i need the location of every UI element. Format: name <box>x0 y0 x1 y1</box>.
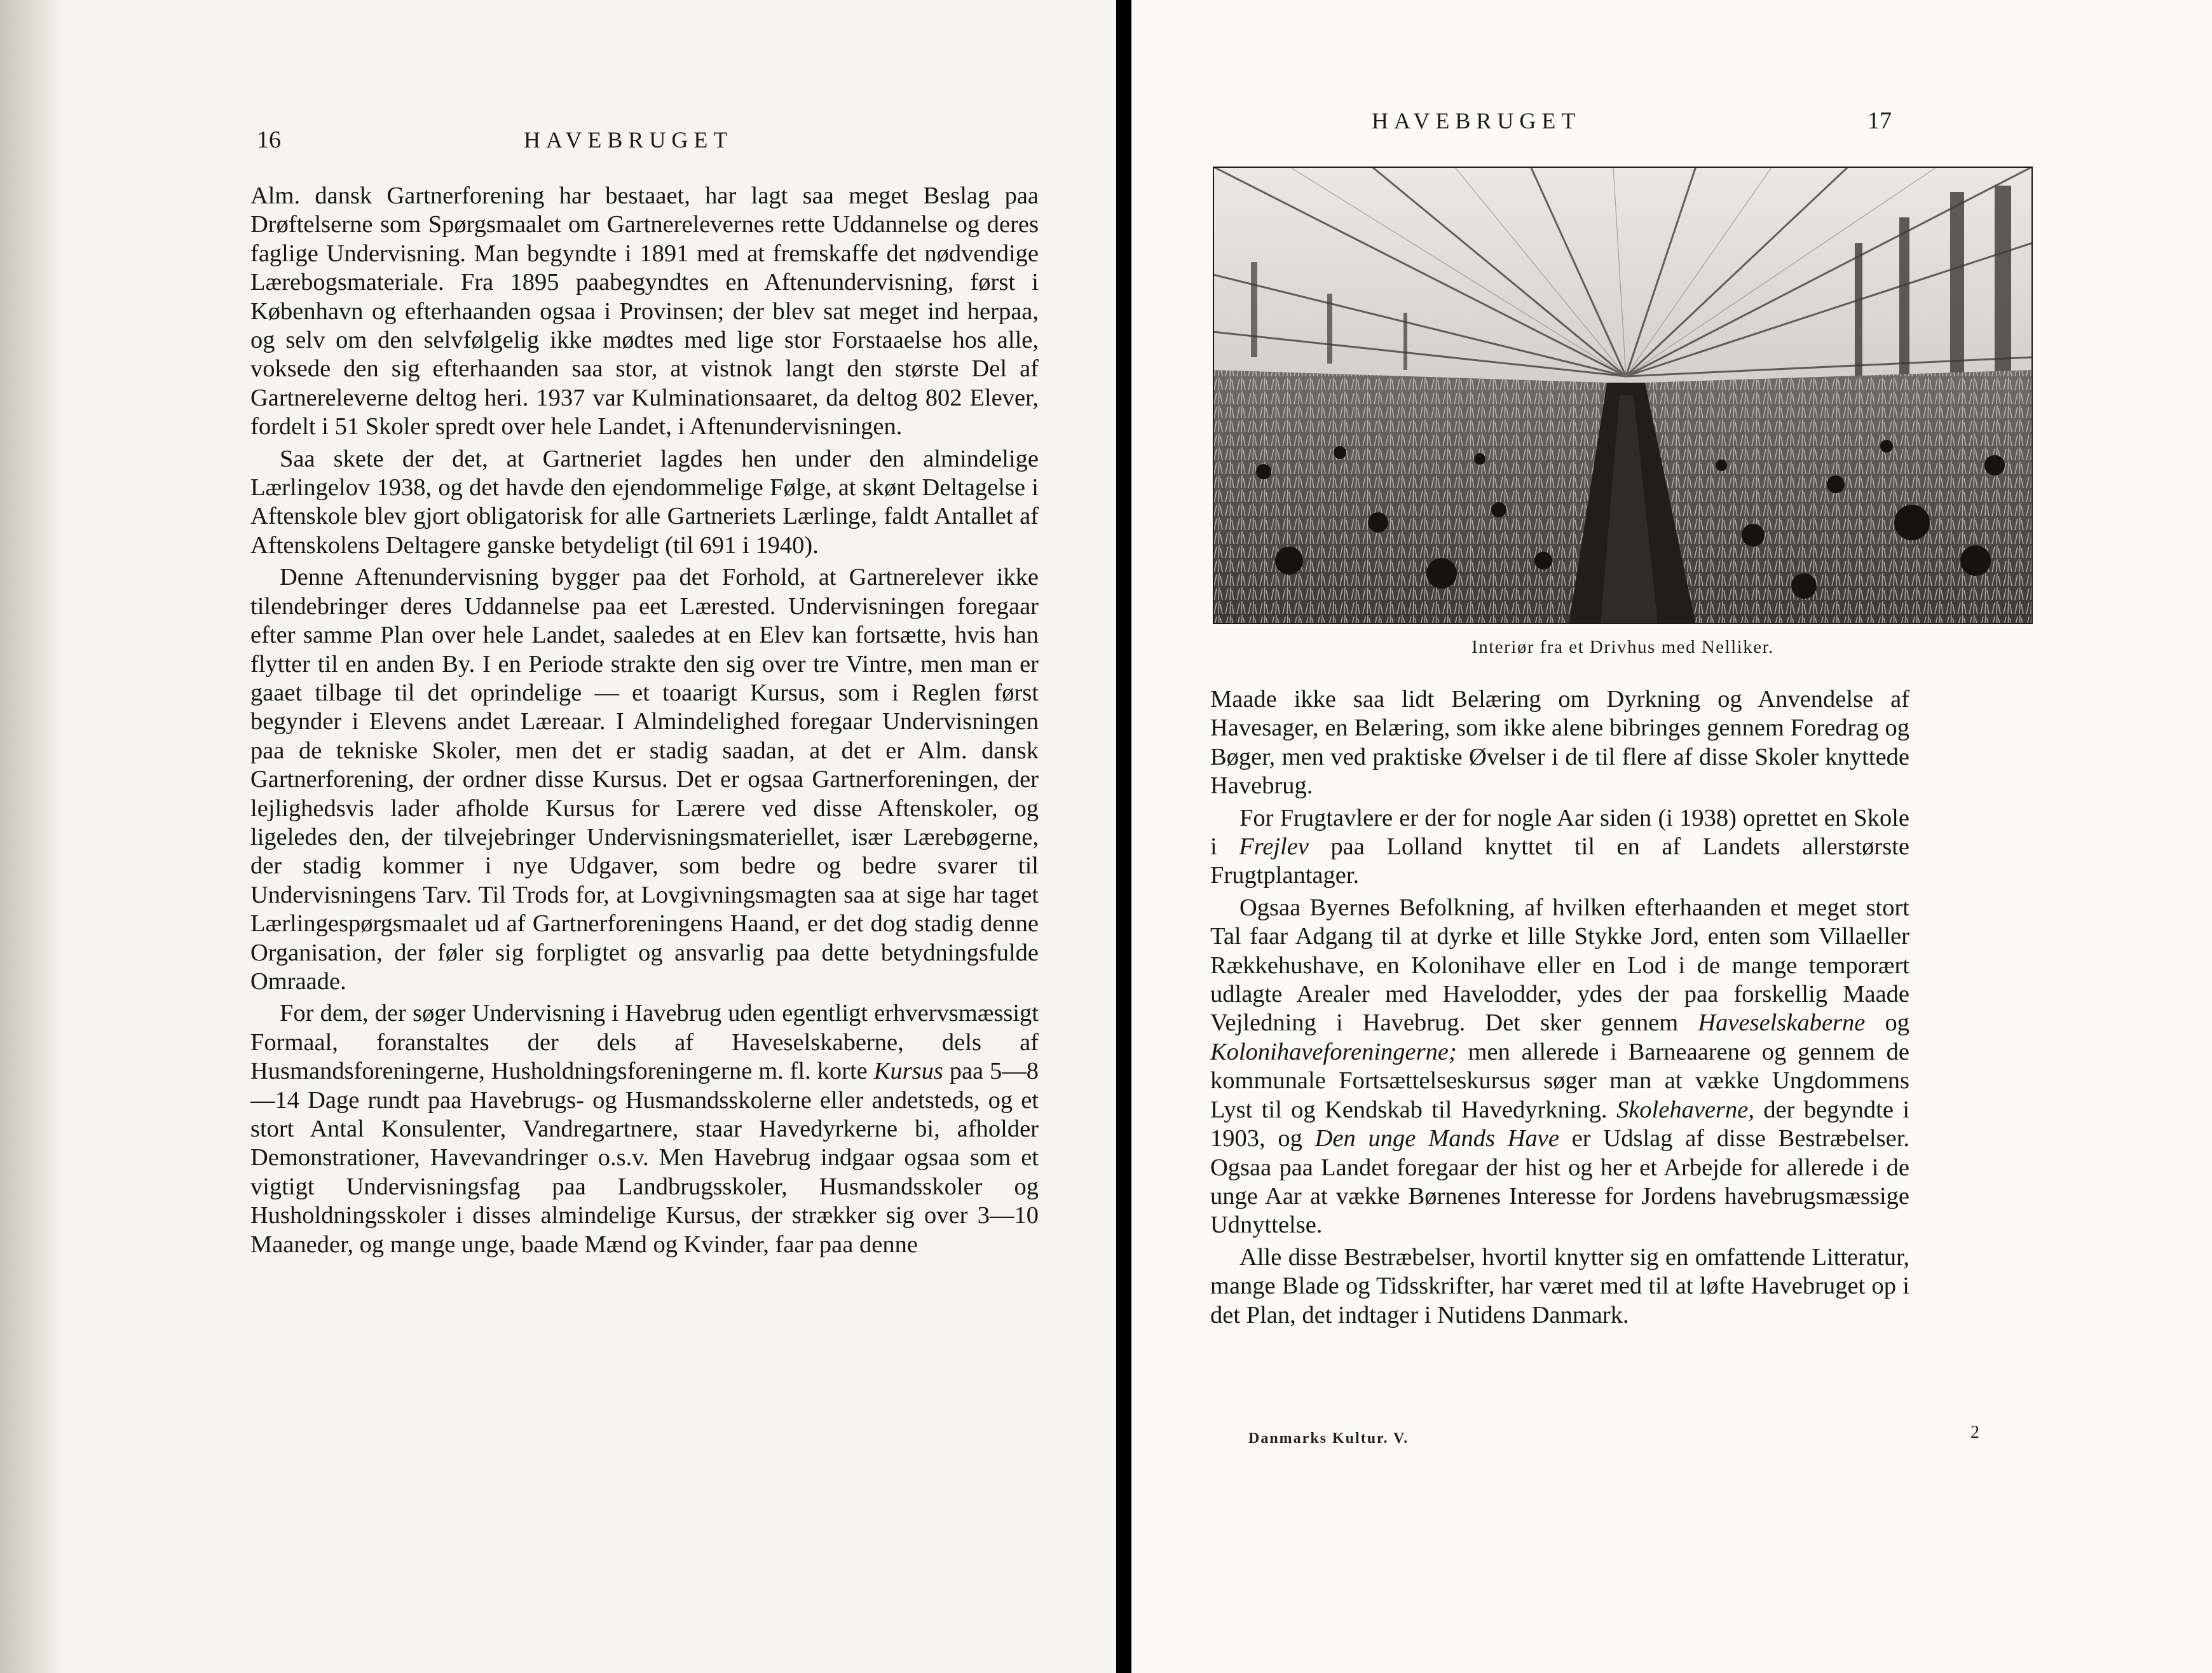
text-run: er Udslag af disse Bestræbelser. Ogsaa paa Landet foregaar der hist og her et Arbejde for allerede i de unge Aar at vække Børnenes Interesse for Jordens havebrugsmæssige Udnyttelse. <box>1210 1125 1910 1239</box>
paragraph: Alm. dansk Gartnerforening har bestaaet, har lagt saa meget Beslag paa Drøftelserne som Spørgsmaalet om Gartnerelevernes rette Uddannelse og deres faglige Undervisning. Man begyndte i 1891 med at fremskaffe det nødvendige Lærebogsmateriale. Fra 1895 paabegyndtes en Aftenundervisning, først i København og efterhaanden ogsaa i Provinsen; der blev sat meget ind herpaa, og selv om den selvfølgelig ikke mødtes med lige stor Forstaaelse hos alle, voksede den sig efterhaanden saa stor, at vistnok langt den største Del af Gartnereleverne deltog heri. 1937 var Kulminationsaaret, da deltog 802 Elever, fordelt i 51 Skoler spredt over hele Landet, i Aftenundervisningen. <box>250 182 1039 440</box>
right-body-text <box>1210 685 1909 1330</box>
italic-term: Kolonihaveforeningerne; <box>1210 1038 1457 1065</box>
right-running-head: HAVEBRUGET <box>1372 108 1581 133</box>
italic-place-name: Frejlev <box>1239 833 1309 861</box>
paragraph: Saa skete der det, at Gartneriet lagdes hen under den almindelige Lærlingelov 1938, og det havde den ejendommelige Følge, at skønt Deltagelse i Aftenskole blev gjort obligatorisk for alle Gartneriets Lærlinge, faldt Antallet af Aftenskolens Deltagere ganske betydeligt (til 691 i 1940). <box>250 445 1039 559</box>
text-run: og <box>1885 1009 1909 1037</box>
footer-imprint: Danmarks Kultur. V. <box>1248 1430 1409 1447</box>
text-run: men allerede i Barneaarene og gennem de kommunale Fortsættelseskursus søger man at vække Ungdommens Lyst til og Kendskab til Havedyrkning. <box>1210 1038 1910 1123</box>
text-run: For Frugtavlere er der for nogle Aar siden (i 1938) oprettet en Skole i <box>1210 804 1909 861</box>
paragraph: Denne Aftenundervisning bygger paa det Forhold, at Gartnerelever ikke tilendebringer deres Uddannelse paa eet Lærested. Undervisningen foregaar efter samme Plan over hele Landet, saaledes at en Elev kan fortsætte, hvis han flytter til en anden By. I en Periode strakte den sig over tre Vintre, men man er gaaet tilbage til det oprindelige — et toaarigt Kursus, som i Reglen først begynder i Elevens andet Læreaar. I Almindelighed foregaar Undervisningen paa de tekniske Skoler, men det er stadig saadan, at det er Alm. dansk Gartnerforening, der ordner disse Kursus. Det er ogsaa Gartnerforeningen, der lejlighedsvis lader afholde Kursus for Lærere ved disse Aftenskoler, og ligeledes den, der tilvejebringer Undervisningsmateriellet, især Lærebøgerne, der stadig kommer i nye Udgaver, som bedre og bedre svarer til Undervisningens Tarv. Til Trods for, at Lovgivningsmagten saa at sige har taget Lærlingespørgsmaalet ud af Gartnerforeningens Haand, er det dog stadig denne Organisation, der føler sig forpligtet og ansvarlig paa dette betydningsfulde Omraade. <box>250 564 1039 995</box>
left-body-text <box>250 182 1039 1259</box>
right-page-number: 17 <box>1867 107 1892 134</box>
left-page-header <box>257 121 1039 159</box>
paragraph <box>1210 894 1909 1240</box>
book-gutter <box>1116 0 1131 1673</box>
italic-term: Kursus <box>873 1058 943 1085</box>
left-running-head: HAVEBRUGET <box>524 127 734 153</box>
text-run: For dem, der søger Undervisning i Havebrug uden egentligt erhvervsmæssigt Formaal, foranstaltes der dels af Haveselskaberne, dels af Husmandsforeningerne, Husholdningsforeningerne m. fl. korte <box>250 1000 1039 1085</box>
text-run: paa Lolland knyttet til en af Landets allerstørste Frugtplantager. <box>1210 833 1909 889</box>
greenhouse-interior-image <box>1213 167 2033 624</box>
right-page-header <box>1205 102 1892 140</box>
text-run: Ogsaa Byernes Befolkning, af hvilken efterhaanden et meget stort Tal faar Adgang til at dyrke et lille Stykke Jord, enten som Villaeller Rækkehushave, en Kolonihave eller en Lod i de mange temporært udlagte Arealer med Havelodder, ydes der paa forskellig Maade Vejledning i Havebrug. Det sker gennem <box>1210 894 1909 1037</box>
italic-term: Den unge Mands Have <box>1314 1125 1559 1152</box>
text-run: paa 5—8—14 Dage rundt paa Havebrugs- og Husmandsskolerne eller andetsteds, og et stort Antal Konsulenter, Vandregartnere, staar Havedyrkerne bi, afholder Demonstrationer, Havevandringer o.s.v. Men Havebrug indgaar ogsaa som et vigtigt Undervisningsfag paa Landbrugsskoler, Husmandsskoler og Husholdningsskoler i disses almindelige Kursus, der strækker sig over 3—10 Maaneder, og mange unge, baade Mænd og Kvinder, faar paa denne <box>250 1058 1039 1258</box>
left-page-number: 16 <box>257 126 281 153</box>
paragraph: Alle disse Bestræbelser, hvortil knytter sig en omfattende Litteratur, mange Blade og Tidsskrifter, har været med til at løfte Havebruget op i det Plan, det indtager i Nutidens Danmark. <box>1210 1243 1909 1328</box>
italic-term: Skolehaverne, <box>1616 1096 1754 1123</box>
paragraph <box>1210 804 1909 891</box>
greenhouse-photo <box>1213 167 2033 624</box>
right-page <box>1131 0 2212 1673</box>
paragraph <box>250 999 1039 1259</box>
book-spine-edge <box>0 0 64 1673</box>
signature-mark: 2 <box>1970 1423 1979 1442</box>
photo-caption: Interiør fra et Drivhus med Nelliker. <box>1471 637 1774 657</box>
italic-term: Haveselskaberne <box>1698 1009 1866 1037</box>
paragraph: Maade ikke saa lidt Belæring om Dyrkning og Anvendelse af Havesager, en Belæring, som ikke alene bibringes gennem Foredrag og Bøger, men ved praktiske Øvelser i de til flere af disse Skoler knyttede Havebrug. <box>1210 686 1909 800</box>
text-run: der begyndte i 1903, og <box>1210 1096 1910 1152</box>
